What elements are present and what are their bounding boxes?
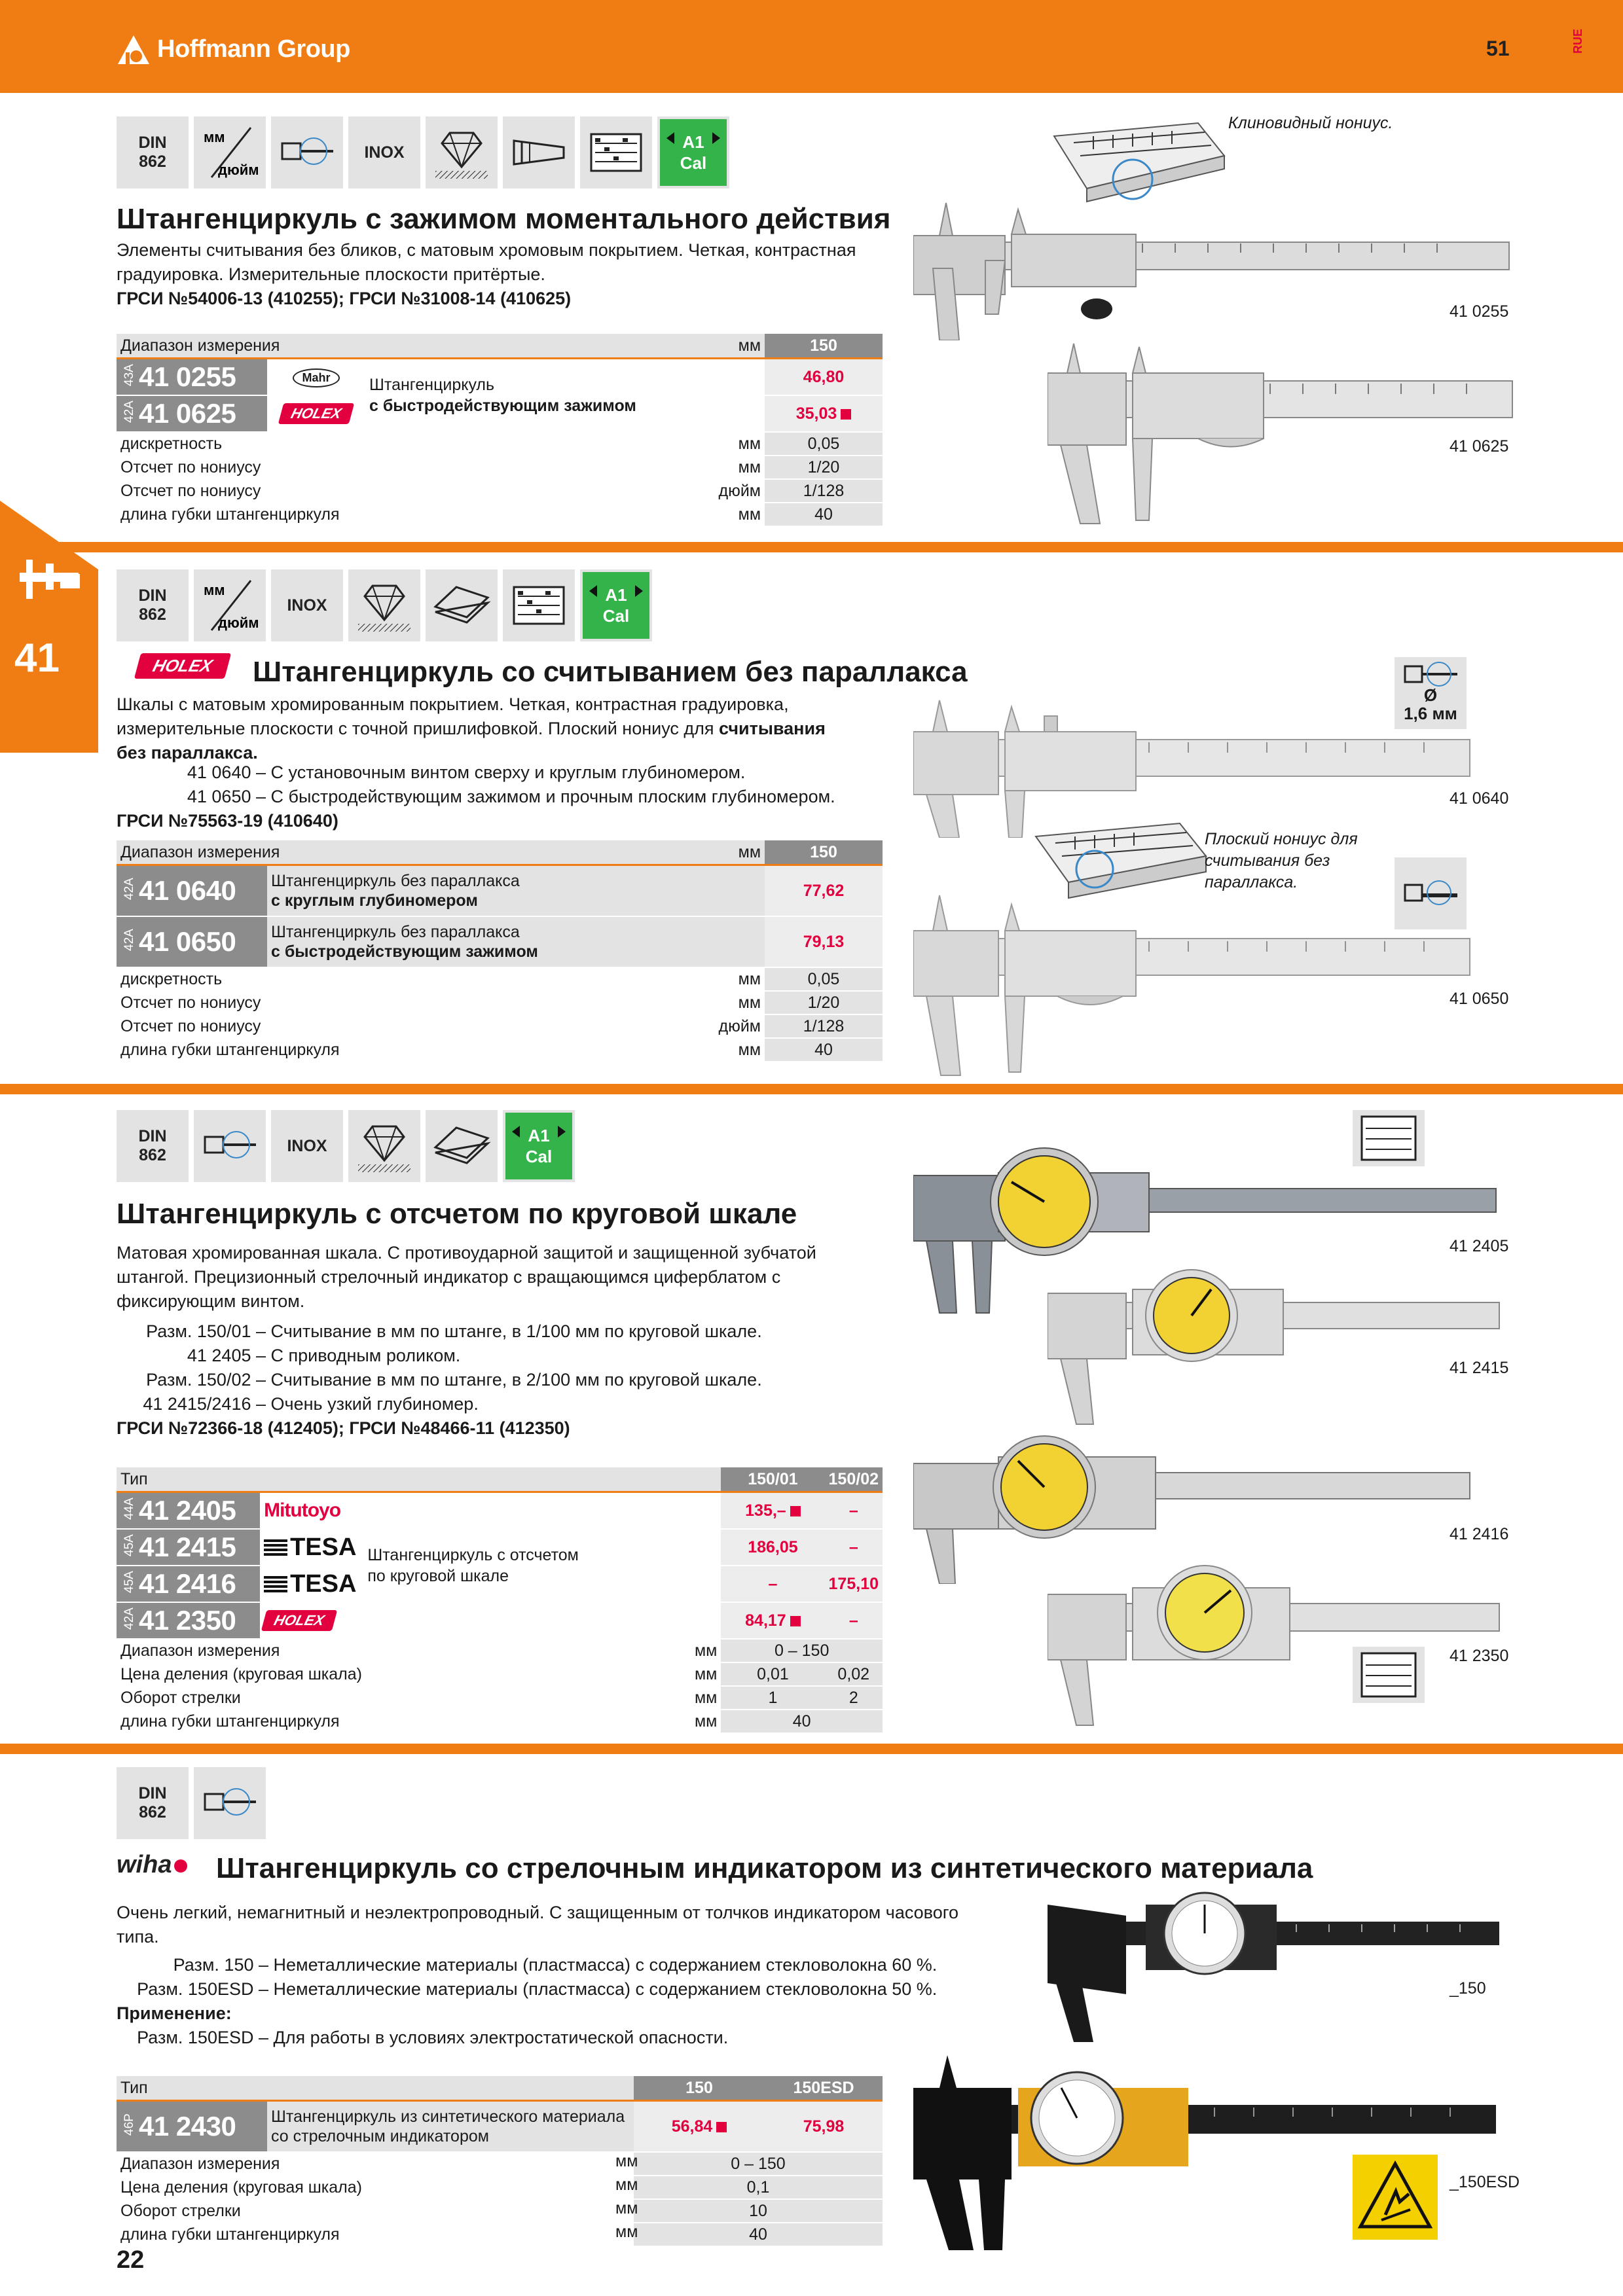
caption-410625: 41 0625 — [1450, 437, 1509, 456]
depth-rod-diameter: 1,6 мм — [1404, 704, 1457, 723]
calibration-a1-icon: A1 Cal — [503, 1110, 575, 1182]
scale-reading-icon — [1353, 1647, 1425, 1703]
price: 77,62 — [765, 865, 883, 917]
holex-brand-logo: HOLEX — [137, 653, 228, 679]
article-number: 41 0640 — [139, 875, 236, 906]
price: – — [825, 1529, 883, 1566]
article-number: 41 0625 — [139, 398, 236, 429]
price: 35,03 — [765, 395, 883, 432]
article-number: 41 0650 — [139, 926, 236, 957]
mitutoyo-logo: Mitutoyo — [264, 1499, 341, 1521]
caption-150: _150 — [1450, 1979, 1486, 1998]
price: 84,17 — [721, 1602, 824, 1639]
hoffmann-logo-icon — [117, 34, 151, 65]
svg-text:дюйм: дюйм — [218, 615, 259, 631]
table-row: 46P41 2430 Штангенциркуль из синтетического материала со стрелочным индикатором 56,84 75,98 — [117, 2101, 883, 2153]
wiha-logo: wiha — [117, 1851, 187, 1879]
din-862-icon: DIN 862 — [117, 1767, 189, 1839]
feature-icons-1 — [117, 117, 729, 188]
section1-title: Штангенциркуль с зажимом моментального действия — [117, 203, 891, 235]
calibration-a1-icon: A1 Cal — [580, 569, 652, 641]
table-row: 42A41 0650 Штангенциркуль без параллакса с быстродействующим зажимом 79,13 — [117, 916, 883, 967]
din-862-icon: DIN 862 — [117, 1110, 189, 1182]
table-row: 45A41 2416 TESA – 175,10 — [117, 1566, 883, 1602]
caption-412416: 41 2416 — [1450, 1525, 1509, 1543]
price: – — [825, 1492, 883, 1530]
caption-410640: 41 0640 — [1450, 789, 1509, 808]
article-number: 41 2350 — [139, 1605, 236, 1636]
section3-title: Штангенциркуль с отсчетом по круговой шкале — [117, 1198, 797, 1230]
caliper-410650-image — [913, 889, 1483, 1079]
section3-table: Тип 150/01 150/02 44A41 2405 Mitutoyo Штангенциркуль с отсчетом по круговой шкале 135,– – 45A41 2415 TESA 186,05 – 45A41 2416 TESA – 175,10 42A41 2350 HOLEX 84,17 – Диапазон измерения мм 0 – 150 Цена деления (круговая шкала) мм 0,01 0,02 Оборот стрелки мм 1 2 длина губки штангенциркуля мм 40 — [117, 1467, 883, 1734]
section4-use-label: Применение: — [117, 2003, 232, 2023]
mm-inch-icon — [194, 117, 266, 188]
section4-variants: Разм. 150 – Неметаллические материалы (пластмасса) с содержанием стекловолокна 60 %. Разм. 150ESD – Неметаллические материалы (пластмасса) с содержанием стекловолокна 50 %. Применение: Разм. 150ESD – Для работы в условиях электростатической опасности. — [117, 1955, 938, 2047]
section3-grsi: ГРСИ №72366-18 (412405); ГРСИ №48466-11 (412350) — [117, 1418, 570, 1438]
feature-icons-3 — [117, 1110, 575, 1182]
feature-icons-2 — [117, 569, 652, 641]
hoffmann-logo-text: Hoffmann Group — [157, 35, 350, 63]
plastic-dial-caliper-150-image — [1048, 1878, 1506, 2049]
price: 175,10 — [825, 1566, 883, 1602]
price: 56,84 — [634, 2101, 765, 2153]
svg-text:мм: мм — [204, 129, 225, 145]
dial-caliper-412415-image — [1048, 1257, 1509, 1427]
article-number: 41 0255 — [139, 361, 236, 392]
section2-title: Штангенциркуль со считыванием без параллакса — [253, 656, 968, 688]
section4-table: Тип 150 150ESD 46P41 2430 Штангенциркуль из синтетического материала со стрелочным индикатором 56,84 75,98 Диапазон измерения 0 – 150 Цена деления (круговая шкала) 0,1 Оборот стрелки 10 длина губки штангенциркуля 40 — [117, 2076, 883, 2247]
article-number: 41 2405 — [139, 1495, 236, 1526]
scale-reading-icon — [503, 569, 575, 641]
caliper-410255-image — [913, 196, 1516, 340]
section3-variants: Разм. 150/01 – Считывание в мм по штанге, в 1/100 мм по круговой шкале. 41 2405 – С приводным роликом. Разм. 150/02 – Считывание в мм по штанге, в 2/100 мм по круговой шкале. 41 2415/2416 – Очень узкий глубиномер. ГРСИ №72366-18 (412405); ГРСИ №48466-11 (412350) — [117, 1319, 762, 1441]
depth-gauge-icon — [194, 1767, 266, 1839]
section2-variants: 41 0640 – С установочным винтом сверху и круглым глубиномером. 41 0650 – С быстродействующим зажимом и прочным плоским глубиномером. ГРСИ №75563-19 (410640) — [117, 761, 835, 833]
diamond-lapped-icon — [426, 117, 498, 188]
section3-description: Матовая хромированная шкала. С противоударной защитой и защищенной зубчатой штангой. Прецизионный стрелочный индикатор с вращающимся циферблатом с фиксирующим винтом. — [117, 1243, 816, 1311]
feature-icons-4 — [117, 1767, 266, 1839]
price: 186,05 — [721, 1529, 824, 1566]
diamond-lapped-icon — [348, 1110, 420, 1182]
price: 135,– — [721, 1492, 824, 1530]
section1-description: Элементы считывания без бликов, с матовым хромовым покрытием. Четкая, контрастная градуировка. Измерительные плоскости притёртые. ГРСИ №54006-13 (410255); ГРСИ №31008-14 (410625) — [117, 238, 922, 311]
flat-nonius-icon — [426, 1110, 498, 1182]
section-divider — [0, 1744, 1623, 1754]
price: 46,80 — [765, 359, 883, 396]
section2-note: Плоский нониус для считывания без параллакса. — [1205, 830, 1358, 891]
caption-412405: 41 2405 — [1450, 1237, 1509, 1255]
table-row: 42A41 0625 HOLEX 35,03 — [117, 395, 883, 432]
chapter-tab — [0, 501, 98, 753]
article-number: 41 2416 — [139, 1568, 236, 1599]
caliper-410625-image — [1048, 340, 1519, 530]
diameter-symbol: Ø — [1423, 685, 1438, 705]
holex-logo: HOLEX — [278, 403, 354, 424]
din-862-icon: DIN 862 — [117, 117, 189, 188]
section4-description: Очень легкий, немагнитный и неэлектропроводный. С защищенным от толчков индикатором часового типа. — [117, 1903, 958, 1946]
chapter-number: 41 — [14, 636, 60, 681]
svg-text:дюйм: дюйм — [218, 162, 259, 178]
price: – — [825, 1602, 883, 1639]
esd-warning-icon — [1353, 2155, 1438, 2240]
inox-icon: INOX — [348, 117, 420, 188]
diamond-lapped-icon — [348, 569, 420, 641]
section-divider — [0, 1084, 1623, 1094]
scale-reading-icon — [580, 117, 652, 188]
depth-gauge-icon — [194, 1110, 266, 1182]
price: – — [721, 1566, 824, 1602]
article-number: 41 2415 — [139, 1532, 236, 1562]
tesa-logo: TESA — [264, 1534, 356, 1561]
caption-412350: 41 2350 — [1450, 1647, 1509, 1665]
price: 79,13 — [765, 916, 883, 967]
section4-units: мм мм мм мм — [615, 2152, 638, 2241]
dial-caliper-412350-image — [1048, 1551, 1509, 1728]
section2-description: Шкалы с матовым хромированным покрытием. Четкая, контрастная градуировка, измерительные плоскости с точной пришлифовкой. Плоский нониус для считывания без параллакса. — [117, 694, 826, 762]
depth-gauge-icon — [271, 117, 343, 188]
section1-table: Диапазон измерения мм 150 43A41 0255 Mahr Штангенциркуль с быстродействующим зажимом 46,80 42A41 0625 HOLEX 35,03 дискретность мм 0,05 Отсчет по нониусу мм 1/20 Отсчет по нониусу дюйм 1/128 длина губки штангенциркуля мм 40 — [117, 334, 883, 527]
section2-grsi: ГРСИ №75563-19 (410640) — [117, 811, 338, 831]
din-862-icon: DIN 862 — [117, 569, 189, 641]
caption-410650: 41 0650 — [1450, 990, 1509, 1008]
mahr-logo: Mahr — [293, 368, 339, 387]
section4-title: Штангенциркуль со стрелочным индикатором из синтетического материала — [216, 1852, 1313, 1884]
section-divider — [0, 542, 1623, 552]
caption-412415: 41 2415 — [1450, 1359, 1509, 1377]
table-row: 45A41 2415 TESA 186,05 – — [117, 1529, 883, 1566]
page-header — [0, 0, 1623, 93]
inox-icon: INOX — [271, 569, 343, 641]
footer-page-number: 22 — [117, 2246, 145, 2274]
table-row: 43A41 0255 Mahr Штангенциркуль с быстродействующим зажимом 46,80 — [117, 359, 883, 396]
table-row: 44A41 2405 Mitutoyo Штангенциркуль с отсчетом по круговой шкале 135,– – — [117, 1492, 883, 1530]
language-code: RUE — [1571, 28, 1584, 54]
caption-410255: 41 0255 — [1450, 302, 1509, 321]
table-row: 42A41 2350 HOLEX 84,17 – — [117, 1602, 883, 1639]
bevel-nonius-icon — [503, 117, 575, 188]
inox-icon: INOX — [271, 1110, 343, 1182]
caliper-410640-image — [913, 687, 1483, 838]
calibration-a1-icon: A1 Cal — [657, 117, 729, 188]
section1-grsi: ГРСИ №54006-13 (410255); ГРСИ №31008-14 (410625) — [117, 289, 572, 308]
tesa-logo: TESA — [264, 1570, 356, 1598]
flat-nonius-icon — [426, 569, 498, 641]
page-number: 51 — [1486, 37, 1510, 60]
holex-logo: HOLEX — [261, 1610, 337, 1631]
section1-note: Клиновидный нониус. — [1228, 114, 1393, 132]
mm-inch-icon — [194, 569, 266, 641]
svg-text:мм: мм — [204, 582, 225, 598]
caption-150esd: _150ESD — [1450, 2173, 1520, 2191]
price: 75,98 — [765, 2101, 883, 2153]
article-number: 41 2430 — [139, 2111, 236, 2142]
table-row: 42A41 0640 Штангенциркуль без параллакса с круглым глубиномером 77,62 — [117, 865, 883, 917]
section2-table: Диапазон измерения мм 150 42A41 0640 Штангенциркуль без параллакса с круглым глубиномером 77,62 42A41 0650 Штангенциркуль без параллакса с быстродействующим зажимом 79,13 дискретность мм 0,05 Отсчет по нониусу мм 1/20 Отсчет по нониусу дюйм 1/128 длина губки штангенциркуля мм 40 — [117, 840, 883, 1062]
